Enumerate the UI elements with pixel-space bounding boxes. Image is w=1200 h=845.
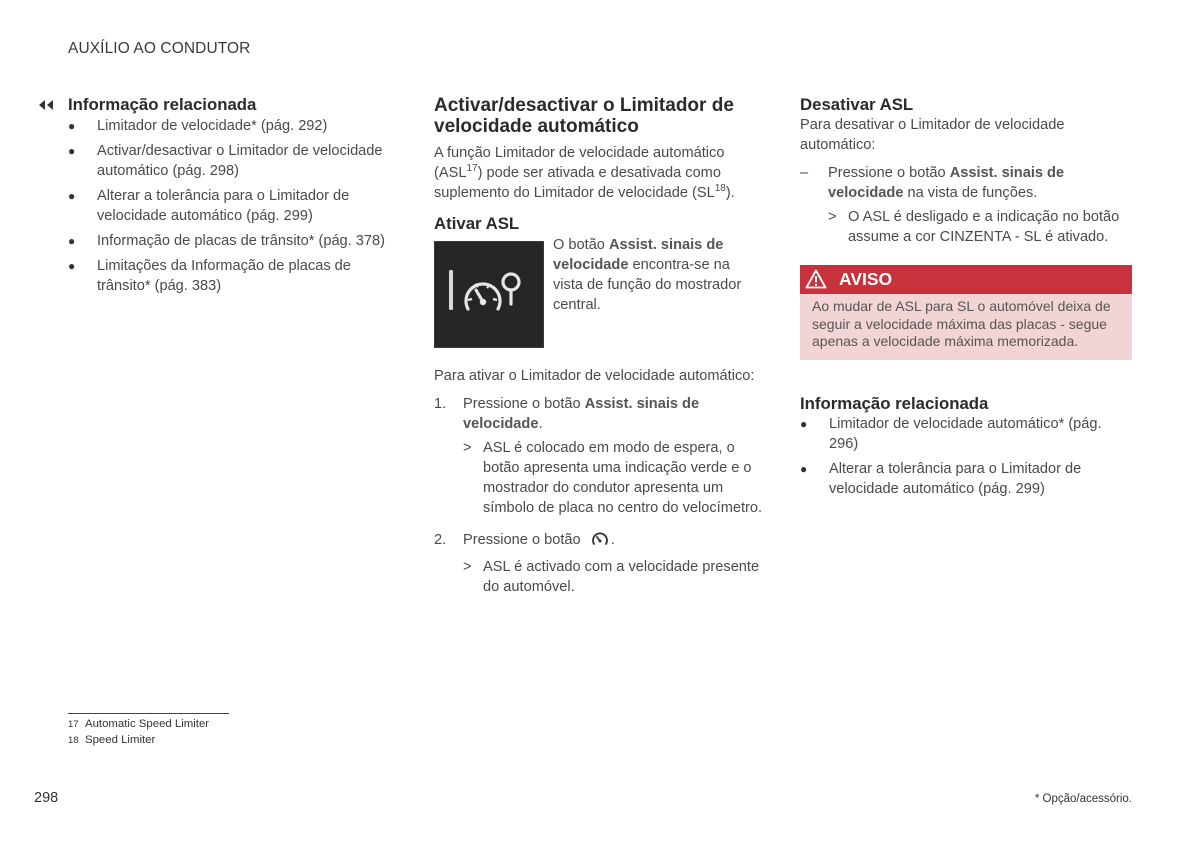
speedometer-button-icon [591,531,609,553]
right-column [800,95,1132,504]
speed-sign-assist-icon [434,241,544,348]
related-link[interactable]: ● Limitador de velocidade* (pág. 292) [68,118,328,134]
warning-box [800,265,1132,360]
related-link[interactable]: ● Informação de placas de trânsito* (pág. 378) [68,233,385,249]
step-1: 1. Pressione o botão Assist. sinais de velocidade. > ASL é colocado em modo de espera, o botão apresenta uma indicação verde e o mostrador do condutor apresenta um símbolo de placa no centro do velocímetro. [434,394,774,518]
option-note: * Opção/acessório. [1034,793,1132,805]
footnotes [68,717,209,748]
procedure [434,366,774,597]
section-header: AUXÍLIO AO CONDUTOR [68,40,251,57]
deactivate-step: – Pressione o botão Assist. sinais de velocidade na vista de funções. > O ASL é desligado e a indicação no botão assume a cor CINZENTA - SL é ativado. [800,163,1132,247]
deactivate-asl-title: Desativar ASL [800,95,914,114]
warning-triangle-icon [805,269,827,295]
double-chevron-left-icon[interactable] [38,97,54,117]
related-info-title: Informação relacionada [68,95,257,114]
step-2-result: > ASL é activado com a velocidade presente do automóvel. [463,559,760,595]
related-info-title: Informação relacionada [800,393,989,413]
warning-title: AVISO [839,269,893,289]
related-link[interactable]: ● Limitador de velocidade automático* (pág. 296) [800,415,1102,452]
intro-paragraph: A função Limitador de velocidade automático (ASL$^{17}$) pode ser ativada e desativada como suplemento do Limitador de velocidade (SL$^{18}$). [434,145,735,201]
warning-header [800,265,1132,294]
left-column [38,95,398,301]
activate-asl-title: Ativar ASL [434,214,520,233]
step-2: 2. Pressione o botão . > ASL é activado com a velocidade presente do automóvel. [434,530,774,597]
related-link[interactable]: ● Limitações da Informação de placas de trânsito* (pág. 383) [68,258,351,294]
deactivate-intro: Para desativar o Limitador de velocidade automático: [800,117,1065,153]
related-link[interactable]: ● Activar/desactivar o Limitador de velocidade automático (pág. 298) [68,143,383,179]
page-number: 298 [34,790,59,806]
deactivate-step-result: > O ASL é desligado e a indicação no botão assume a cor CINZENTA - SL é ativado. [828,209,1120,245]
footnote-rule [68,713,229,714]
footnote-17: 17 Automatic Speed Limiter [68,718,210,730]
middle-column [434,95,769,234]
step-1-result: > ASL é colocado em modo de espera, o botão apresenta uma indicação verde e o mostrador do condutor apresenta um símbolo de placa no centro do velocímetro. [463,440,763,516]
procedure-intro: Para ativar o Limitador de velocidade automático: [434,368,755,384]
related-link[interactable]: ● Alterar a tolerância para o Limitador de velocidade automático (pág. 299) [800,460,1082,497]
footnote-18: 18 Speed Limiter [68,733,156,746]
section-title: Activar/desactivar o Limitador de velocidade automático [434,95,734,137]
related-link[interactable]: ● Alterar a tolerância para o Limitador de velocidade automático (pág. 299) [68,188,350,224]
warning-text: Ao mudar de ASL para SL o automóvel deixa de seguir a velocidade máxima das placas - segue apenas a velocidade máxima memorizada. [800,294,1132,360]
button-description: O botão Assist. sinais de velocidade encontra-se na vista de função do mostrador central. [553,237,742,313]
